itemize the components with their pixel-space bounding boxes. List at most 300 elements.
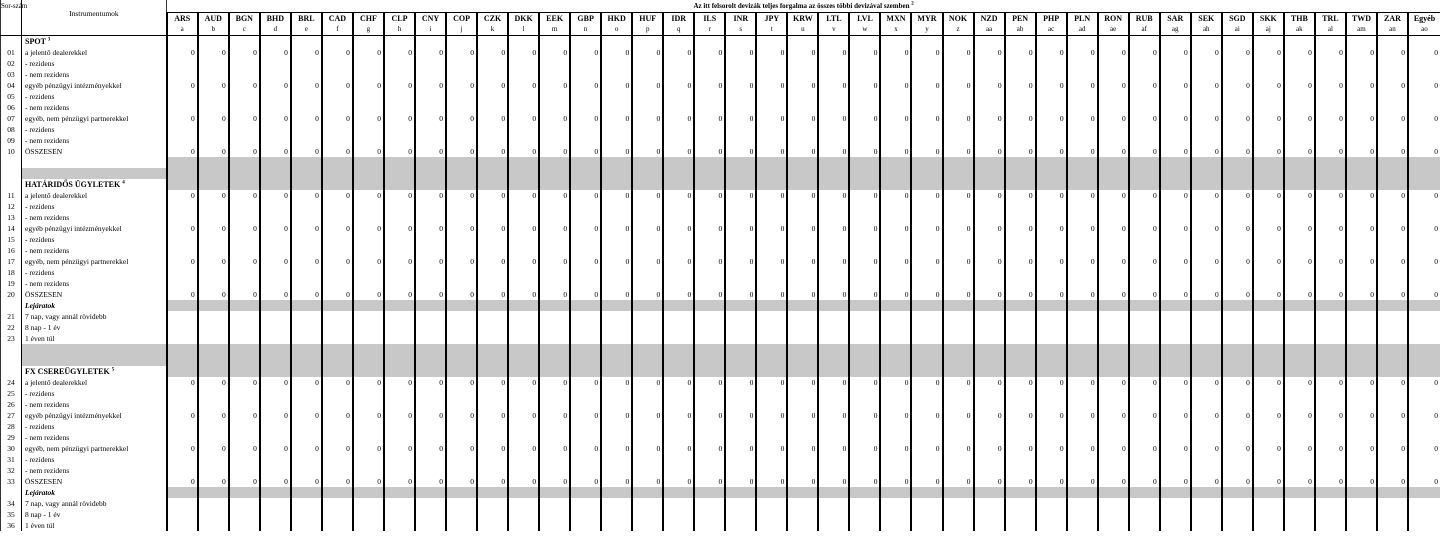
cell-w[interactable]: 0 (849, 47, 880, 58)
cell-d[interactable]: 0 (260, 410, 291, 421)
cell-j[interactable] (446, 135, 477, 146)
cell-m[interactable] (539, 509, 570, 520)
cell-u[interactable]: 0 (787, 289, 818, 300)
cell-q[interactable] (663, 102, 694, 113)
cell-h[interactable] (384, 135, 415, 146)
cell-al[interactable] (1315, 520, 1346, 531)
cell-ai[interactable] (1222, 245, 1253, 256)
cell-k[interactable] (477, 322, 508, 333)
cell-s[interactable]: 0 (725, 80, 756, 91)
cell-j[interactable] (446, 245, 477, 256)
cell-g[interactable] (353, 245, 384, 256)
cell-u[interactable]: 0 (787, 410, 818, 421)
cell-ad[interactable] (1067, 124, 1098, 135)
cell-p[interactable] (632, 267, 663, 278)
cell-af[interactable]: 0 (1129, 443, 1160, 454)
cell-e[interactable]: 0 (291, 80, 322, 91)
cell-i[interactable] (415, 124, 446, 135)
cell-x[interactable] (880, 201, 911, 212)
cell-o[interactable]: 0 (601, 377, 632, 388)
cell-u[interactable] (787, 91, 818, 102)
cell-t[interactable] (756, 454, 787, 465)
cell-aj[interactable] (1253, 278, 1284, 289)
cell-h[interactable] (384, 69, 415, 80)
cell-y[interactable]: 0 (911, 476, 942, 487)
cell-x[interactable]: 0 (880, 80, 911, 91)
cell-l[interactable]: 0 (508, 47, 539, 58)
cell-b[interactable]: 0 (198, 223, 229, 234)
cell-ac[interactable] (1036, 333, 1067, 344)
cell-a[interactable]: 0 (167, 146, 198, 157)
cell-o[interactable]: 0 (601, 289, 632, 300)
cell-y[interactable] (911, 311, 942, 322)
cell-ac[interactable] (1036, 432, 1067, 443)
cell-aj[interactable]: 0 (1253, 190, 1284, 201)
cell-w[interactable] (849, 465, 880, 476)
cell-ao[interactable] (1408, 267, 1440, 278)
cell-p[interactable]: 0 (632, 146, 663, 157)
cell-ao[interactable] (1408, 278, 1440, 289)
cell-aj[interactable] (1253, 102, 1284, 113)
cell-g[interactable]: 0 (353, 443, 384, 454)
cell-d[interactable] (260, 311, 291, 322)
cell-ad[interactable] (1067, 421, 1098, 432)
cell-ah[interactable] (1191, 498, 1222, 509)
cell-n[interactable]: 0 (570, 289, 601, 300)
cell-i[interactable] (415, 509, 446, 520)
cell-a[interactable] (167, 388, 198, 399)
cell-n[interactable] (570, 212, 601, 223)
cell-c[interactable] (229, 91, 260, 102)
cell-ac[interactable] (1036, 135, 1067, 146)
cell-ac[interactable] (1036, 520, 1067, 531)
cell-ag[interactable] (1160, 201, 1191, 212)
cell-q[interactable] (663, 432, 694, 443)
cell-f[interactable] (322, 69, 353, 80)
cell-d[interactable] (260, 421, 291, 432)
cell-w[interactable]: 0 (849, 80, 880, 91)
cell-g[interactable] (353, 498, 384, 509)
cell-j[interactable] (446, 454, 477, 465)
cell-z[interactable]: 0 (943, 80, 974, 91)
cell-h[interactable] (384, 388, 415, 399)
cell-ak[interactable] (1284, 454, 1315, 465)
cell-ac[interactable] (1036, 498, 1067, 509)
cell-v[interactable] (818, 278, 849, 289)
cell-k[interactable] (477, 432, 508, 443)
cell-an[interactable] (1377, 278, 1408, 289)
cell-l[interactable] (508, 278, 539, 289)
cell-d[interactable] (260, 135, 291, 146)
cell-b[interactable]: 0 (198, 289, 229, 300)
cell-ac[interactable]: 0 (1036, 223, 1067, 234)
cell-u[interactable]: 0 (787, 190, 818, 201)
cell-t[interactable] (756, 58, 787, 69)
cell-aa[interactable] (974, 245, 1005, 256)
cell-c[interactable]: 0 (229, 223, 260, 234)
cell-g[interactable] (353, 234, 384, 245)
cell-m[interactable] (539, 432, 570, 443)
cell-ak[interactable]: 0 (1284, 410, 1315, 421)
cell-j[interactable]: 0 (446, 256, 477, 267)
cell-ah[interactable] (1191, 388, 1222, 399)
cell-c[interactable]: 0 (229, 256, 260, 267)
cell-n[interactable]: 0 (570, 80, 601, 91)
cell-s[interactable] (725, 69, 756, 80)
cell-k[interactable] (477, 465, 508, 476)
cell-g[interactable] (353, 421, 384, 432)
cell-ad[interactable]: 0 (1067, 256, 1098, 267)
cell-ao[interactable]: 0 (1408, 256, 1440, 267)
cell-l[interactable] (508, 267, 539, 278)
cell-ag[interactable]: 0 (1160, 443, 1191, 454)
cell-d[interactable]: 0 (260, 476, 291, 487)
cell-ab[interactable] (1005, 333, 1036, 344)
cell-c[interactable] (229, 69, 260, 80)
cell-al[interactable]: 0 (1315, 443, 1346, 454)
cell-ai[interactable]: 0 (1222, 113, 1253, 124)
cell-u[interactable] (787, 135, 818, 146)
cell-ah[interactable] (1191, 234, 1222, 245)
cell-ab[interactable] (1005, 58, 1036, 69)
cell-o[interactable] (601, 234, 632, 245)
cell-h[interactable] (384, 58, 415, 69)
cell-ad[interactable] (1067, 520, 1098, 531)
cell-m[interactable] (539, 102, 570, 113)
cell-i[interactable] (415, 234, 446, 245)
cell-aj[interactable] (1253, 91, 1284, 102)
cell-p[interactable] (632, 520, 663, 531)
cell-c[interactable]: 0 (229, 113, 260, 124)
cell-i[interactable]: 0 (415, 289, 446, 300)
cell-ah[interactable]: 0 (1191, 47, 1222, 58)
cell-c[interactable] (229, 421, 260, 432)
cell-p[interactable] (632, 278, 663, 289)
cell-k[interactable]: 0 (477, 289, 508, 300)
cell-ab[interactable] (1005, 421, 1036, 432)
cell-ac[interactable] (1036, 212, 1067, 223)
cell-m[interactable] (539, 69, 570, 80)
cell-b[interactable] (198, 278, 229, 289)
cell-o[interactable] (601, 322, 632, 333)
cell-ab[interactable]: 0 (1005, 113, 1036, 124)
cell-n[interactable] (570, 421, 601, 432)
cell-ai[interactable] (1222, 322, 1253, 333)
cell-ac[interactable] (1036, 322, 1067, 333)
cell-u[interactable] (787, 399, 818, 410)
cell-i[interactable] (415, 69, 446, 80)
cell-ah[interactable]: 0 (1191, 476, 1222, 487)
cell-v[interactable] (818, 520, 849, 531)
cell-ak[interactable] (1284, 91, 1315, 102)
cell-x[interactable] (880, 421, 911, 432)
cell-al[interactable]: 0 (1315, 377, 1346, 388)
cell-n[interactable]: 0 (570, 377, 601, 388)
cell-l[interactable] (508, 201, 539, 212)
cell-z[interactable]: 0 (943, 410, 974, 421)
cell-ah[interactable] (1191, 311, 1222, 322)
cell-q[interactable] (663, 234, 694, 245)
cell-i[interactable]: 0 (415, 113, 446, 124)
cell-l[interactable]: 0 (508, 476, 539, 487)
cell-k[interactable] (477, 135, 508, 146)
cell-aa[interactable]: 0 (974, 256, 1005, 267)
cell-ah[interactable] (1191, 278, 1222, 289)
cell-c[interactable] (229, 311, 260, 322)
cell-af[interactable] (1129, 234, 1160, 245)
cell-m[interactable] (539, 135, 570, 146)
cell-ae[interactable] (1098, 399, 1129, 410)
cell-w[interactable] (849, 234, 880, 245)
cell-y[interactable]: 0 (911, 410, 942, 421)
cell-h[interactable] (384, 91, 415, 102)
cell-af[interactable] (1129, 311, 1160, 322)
cell-ag[interactable] (1160, 58, 1191, 69)
cell-k[interactable] (477, 245, 508, 256)
cell-d[interactable] (260, 333, 291, 344)
cell-ab[interactable]: 0 (1005, 256, 1036, 267)
cell-c[interactable]: 0 (229, 289, 260, 300)
cell-al[interactable]: 0 (1315, 223, 1346, 234)
cell-ag[interactable] (1160, 432, 1191, 443)
cell-w[interactable]: 0 (849, 256, 880, 267)
cell-e[interactable]: 0 (291, 47, 322, 58)
cell-j[interactable] (446, 201, 477, 212)
cell-am[interactable] (1346, 212, 1377, 223)
cell-g[interactable] (353, 69, 384, 80)
cell-aa[interactable] (974, 311, 1005, 322)
cell-r[interactable]: 0 (694, 113, 725, 124)
cell-s[interactable]: 0 (725, 377, 756, 388)
cell-q[interactable] (663, 124, 694, 135)
cell-o[interactable] (601, 388, 632, 399)
cell-k[interactable] (477, 69, 508, 80)
cell-j[interactable] (446, 311, 477, 322)
cell-ae[interactable]: 0 (1098, 47, 1129, 58)
cell-w[interactable]: 0 (849, 190, 880, 201)
cell-w[interactable] (849, 124, 880, 135)
cell-w[interactable]: 0 (849, 410, 880, 421)
cell-ae[interactable]: 0 (1098, 113, 1129, 124)
cell-t[interactable] (756, 465, 787, 476)
cell-f[interactable] (322, 388, 353, 399)
cell-ad[interactable]: 0 (1067, 47, 1098, 58)
cell-x[interactable] (880, 135, 911, 146)
cell-ao[interactable] (1408, 465, 1440, 476)
cell-i[interactable] (415, 388, 446, 399)
cell-ae[interactable] (1098, 388, 1129, 399)
cell-af[interactable] (1129, 91, 1160, 102)
cell-ae[interactable] (1098, 311, 1129, 322)
cell-c[interactable] (229, 234, 260, 245)
cell-q[interactable]: 0 (663, 443, 694, 454)
cell-l[interactable] (508, 69, 539, 80)
cell-c[interactable]: 0 (229, 190, 260, 201)
cell-g[interactable]: 0 (353, 377, 384, 388)
cell-p[interactable] (632, 124, 663, 135)
cell-v[interactable] (818, 322, 849, 333)
cell-r[interactable] (694, 333, 725, 344)
cell-ah[interactable] (1191, 135, 1222, 146)
cell-l[interactable]: 0 (508, 80, 539, 91)
cell-al[interactable] (1315, 58, 1346, 69)
cell-g[interactable]: 0 (353, 80, 384, 91)
cell-ao[interactable] (1408, 399, 1440, 410)
cell-an[interactable]: 0 (1377, 80, 1408, 91)
cell-d[interactable] (260, 388, 291, 399)
cell-al[interactable] (1315, 135, 1346, 146)
cell-q[interactable]: 0 (663, 289, 694, 300)
cell-an[interactable] (1377, 322, 1408, 333)
cell-a[interactable] (167, 234, 198, 245)
cell-t[interactable] (756, 311, 787, 322)
cell-c[interactable]: 0 (229, 47, 260, 58)
cell-f[interactable]: 0 (322, 223, 353, 234)
cell-x[interactable]: 0 (880, 377, 911, 388)
cell-t[interactable] (756, 520, 787, 531)
cell-g[interactable] (353, 212, 384, 223)
cell-s[interactable] (725, 399, 756, 410)
cell-am[interactable] (1346, 421, 1377, 432)
cell-an[interactable] (1377, 454, 1408, 465)
cell-l[interactable] (508, 509, 539, 520)
cell-ao[interactable] (1408, 212, 1440, 223)
cell-ac[interactable] (1036, 69, 1067, 80)
cell-ai[interactable]: 0 (1222, 410, 1253, 421)
cell-z[interactable] (943, 520, 974, 531)
cell-c[interactable]: 0 (229, 476, 260, 487)
cell-ag[interactable] (1160, 135, 1191, 146)
cell-aa[interactable] (974, 102, 1005, 113)
cell-t[interactable] (756, 333, 787, 344)
cell-an[interactable] (1377, 201, 1408, 212)
cell-b[interactable]: 0 (198, 443, 229, 454)
cell-r[interactable] (694, 509, 725, 520)
cell-u[interactable]: 0 (787, 476, 818, 487)
cell-am[interactable] (1346, 135, 1377, 146)
cell-z[interactable] (943, 421, 974, 432)
cell-k[interactable] (477, 102, 508, 113)
cell-m[interactable]: 0 (539, 476, 570, 487)
cell-m[interactable] (539, 212, 570, 223)
cell-m[interactable]: 0 (539, 289, 570, 300)
cell-aj[interactable] (1253, 267, 1284, 278)
cell-p[interactable]: 0 (632, 410, 663, 421)
cell-ai[interactable]: 0 (1222, 476, 1253, 487)
cell-i[interactable] (415, 465, 446, 476)
cell-ak[interactable] (1284, 234, 1315, 245)
cell-d[interactable] (260, 509, 291, 520)
cell-w[interactable] (849, 520, 880, 531)
cell-v[interactable] (818, 454, 849, 465)
cell-h[interactable] (384, 234, 415, 245)
cell-g[interactable]: 0 (353, 476, 384, 487)
cell-u[interactable] (787, 454, 818, 465)
cell-ad[interactable] (1067, 432, 1098, 443)
cell-j[interactable]: 0 (446, 190, 477, 201)
cell-k[interactable]: 0 (477, 256, 508, 267)
cell-l[interactable] (508, 432, 539, 443)
cell-m[interactable] (539, 201, 570, 212)
cell-c[interactable] (229, 454, 260, 465)
cell-n[interactable]: 0 (570, 113, 601, 124)
cell-s[interactable] (725, 278, 756, 289)
cell-x[interactable] (880, 234, 911, 245)
cell-f[interactable] (322, 421, 353, 432)
cell-a[interactable]: 0 (167, 377, 198, 388)
cell-an[interactable] (1377, 520, 1408, 531)
cell-h[interactable]: 0 (384, 47, 415, 58)
cell-f[interactable]: 0 (322, 256, 353, 267)
cell-y[interactable] (911, 498, 942, 509)
cell-ab[interactable]: 0 (1005, 410, 1036, 421)
cell-n[interactable] (570, 58, 601, 69)
cell-aa[interactable] (974, 69, 1005, 80)
cell-m[interactable] (539, 399, 570, 410)
cell-u[interactable] (787, 465, 818, 476)
cell-ae[interactable] (1098, 234, 1129, 245)
cell-m[interactable]: 0 (539, 377, 570, 388)
cell-b[interactable] (198, 432, 229, 443)
cell-u[interactable] (787, 421, 818, 432)
cell-k[interactable] (477, 509, 508, 520)
cell-j[interactable] (446, 399, 477, 410)
cell-f[interactable] (322, 201, 353, 212)
cell-am[interactable] (1346, 333, 1377, 344)
cell-ak[interactable] (1284, 102, 1315, 113)
cell-x[interactable] (880, 388, 911, 399)
cell-r[interactable] (694, 520, 725, 531)
cell-aa[interactable]: 0 (974, 113, 1005, 124)
cell-c[interactable] (229, 58, 260, 69)
cell-g[interactable] (353, 520, 384, 531)
cell-an[interactable]: 0 (1377, 410, 1408, 421)
cell-c[interactable] (229, 465, 260, 476)
cell-g[interactable] (353, 465, 384, 476)
cell-aj[interactable] (1253, 212, 1284, 223)
cell-am[interactable]: 0 (1346, 47, 1377, 58)
cell-u[interactable]: 0 (787, 443, 818, 454)
cell-q[interactable] (663, 399, 694, 410)
cell-ag[interactable] (1160, 91, 1191, 102)
cell-b[interactable]: 0 (198, 410, 229, 421)
cell-af[interactable] (1129, 520, 1160, 531)
cell-am[interactable] (1346, 278, 1377, 289)
cell-z[interactable] (943, 102, 974, 113)
cell-ac[interactable] (1036, 388, 1067, 399)
cell-ak[interactable] (1284, 432, 1315, 443)
cell-b[interactable] (198, 399, 229, 410)
cell-y[interactable] (911, 454, 942, 465)
cell-ah[interactable] (1191, 322, 1222, 333)
cell-al[interactable] (1315, 278, 1346, 289)
cell-z[interactable]: 0 (943, 47, 974, 58)
cell-e[interactable] (291, 333, 322, 344)
cell-ac[interactable] (1036, 311, 1067, 322)
cell-r[interactable] (694, 102, 725, 113)
cell-r[interactable]: 0 (694, 256, 725, 267)
cell-ah[interactable]: 0 (1191, 443, 1222, 454)
cell-ac[interactable] (1036, 102, 1067, 113)
cell-d[interactable]: 0 (260, 256, 291, 267)
cell-v[interactable] (818, 69, 849, 80)
cell-f[interactable] (322, 333, 353, 344)
cell-c[interactable] (229, 388, 260, 399)
cell-an[interactable] (1377, 245, 1408, 256)
cell-z[interactable] (943, 201, 974, 212)
cell-aa[interactable]: 0 (974, 223, 1005, 234)
cell-aj[interactable] (1253, 58, 1284, 69)
